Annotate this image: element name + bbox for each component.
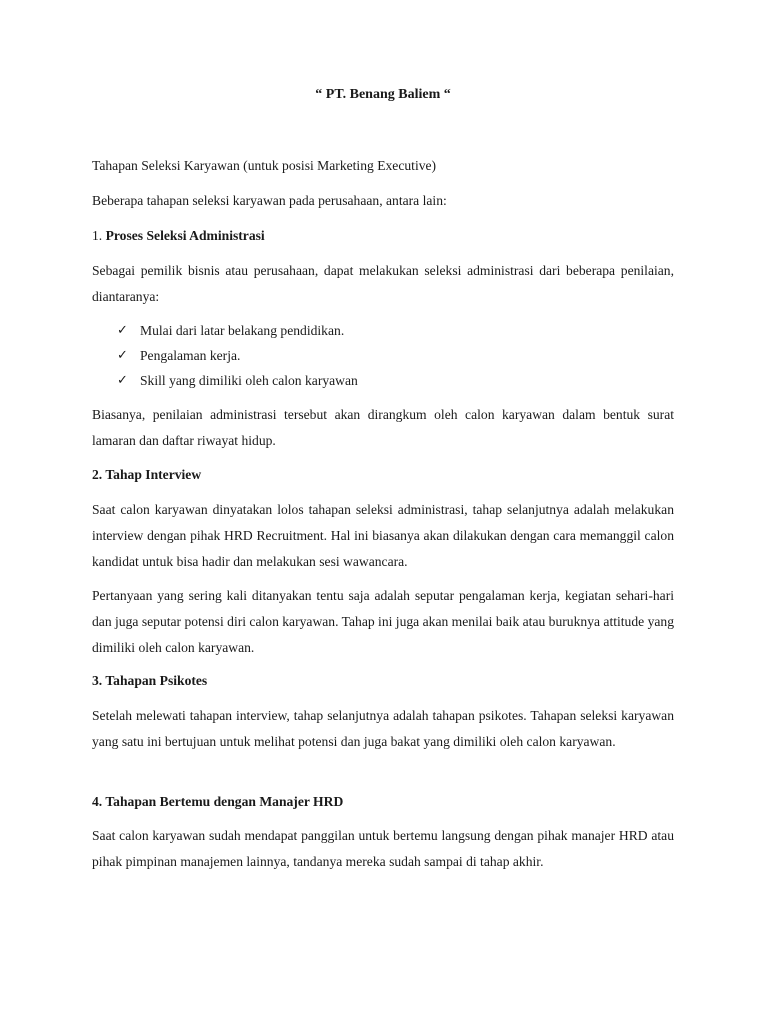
section-1-number: 1. — [92, 228, 106, 243]
checklist-item-text: Skill yang dimiliki oleh calon karyawan — [140, 373, 358, 388]
checklist-item — [92, 318, 674, 343]
check-icon: ✓ — [117, 323, 128, 338]
section-2-paragraph-2: Pertanyaan yang sering kali ditanyakan tentu saja adalah seputar pengalaman kerja, kegiatan sehari-hari dan juga seputar potensi diri calon karyawan. Tahap ini juga akan menilai baik atau buruknya attitude yang dimiliki oleh calon karyawan. — [92, 588, 675, 655]
checklist-item-text: Pengalaman kerja. — [140, 348, 241, 363]
intro-paragraph: Beberapa tahapan seleksi karyawan pada perusahaan, antara lain: — [92, 193, 447, 208]
section-2-paragraph-1: Saat calon karyawan dinyatakan lolos tahapan seleksi administrasi, tahap selanjutnya adalah melakukan interview dengan pihak HRD Recruitment. Hal ini biasanya akan dilakukan dengan cara memanggil calon kandidat untuk bisa hadir dan melakukan sesi wawancara. — [92, 502, 674, 569]
section-3-paragraph-1: Setelah melewati tahapan interview, tahap selanjutnya adalah tahapan psikotes. Tahapan seleksi karyawan yang satu ini bertujuan untuk melihat potensi dan juga bakat yang dimiliki oleh calon karyawan. — [92, 708, 674, 749]
document-subtitle: Tahapan Seleksi Karyawan (untuk posisi Marketing Executive) — [92, 158, 437, 173]
section-1-heading — [92, 223, 674, 249]
section-1-paragraph-1: Sebagai pemilik bisnis atau perusahaan, dapat melakukan seleksi administrasi dari beberapa penilaian, diantaranya: — [92, 263, 674, 304]
company-title: “ PT. Benang Baliem “ — [315, 87, 451, 102]
check-icon: ✓ — [117, 348, 128, 363]
section-4-paragraph-1: Saat calon karyawan sudah mendapat panggilan untuk bertemu langsung dengan pihak manajer HRD atau pihak pimpinan manajemen lainnya, tandanya mereka sudah sampai di tahap akhir. — [92, 828, 674, 869]
section-4-heading: 4. Tahapan Bertemu dengan Manajer HRD — [92, 794, 344, 809]
section-2-heading: 2. Tahap Interview — [92, 467, 202, 482]
section-3-heading: 3. Tahapan Psikotes — [92, 673, 208, 688]
requirements-checklist — [92, 318, 674, 393]
checklist-item — [92, 368, 674, 393]
check-icon: ✓ — [117, 373, 128, 388]
checklist-item-text: Mulai dari latar belakang pendidikan. — [140, 323, 345, 338]
checklist-item — [92, 343, 674, 368]
section-1-title: Proses Seleksi Administrasi — [105, 228, 265, 243]
section-1-paragraph-2: Biasanya, penilaian administrasi tersebut akan dirangkum oleh calon karyawan dalam bentuk surat lamaran dan daftar riwayat hidup. — [92, 407, 674, 448]
